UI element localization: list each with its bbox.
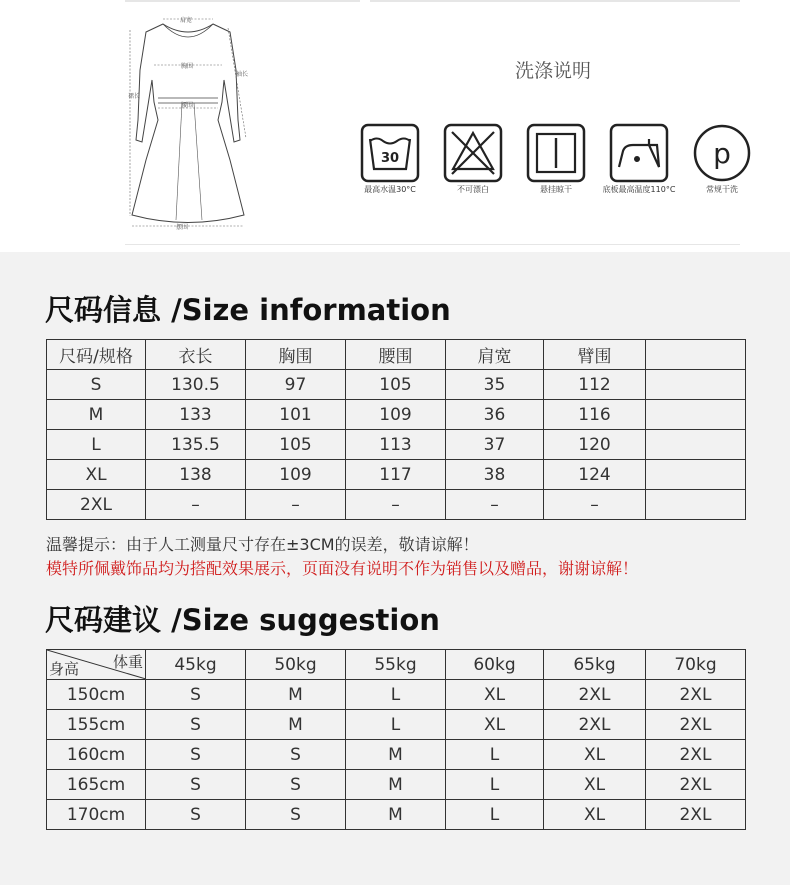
- measurement-cell: 135.5: [146, 430, 246, 460]
- measurement-cell: [646, 430, 746, 460]
- measurement-cell: 105: [246, 430, 346, 460]
- size-info-header-cell: 胸围: [246, 340, 346, 370]
- measurement-cell: 130.5: [146, 370, 246, 400]
- recommended-size-cell: M: [246, 710, 346, 740]
- recommended-size-cell: 2XL: [646, 740, 746, 770]
- measurement-cell: 120: [544, 430, 646, 460]
- size-info-header-row: [47, 340, 746, 370]
- recommended-size-cell: S: [146, 710, 246, 740]
- recommended-size-cell: L: [446, 770, 544, 800]
- recommended-size-cell: 2XL: [544, 710, 646, 740]
- weight-header-cell: 50kg: [246, 650, 346, 680]
- measurement-cell: 109: [246, 460, 346, 490]
- size-info-header-cell: 尺码/规格: [47, 340, 146, 370]
- size-info-title: 尺码信息 /Size information: [45, 293, 451, 327]
- recommended-size-cell: M: [346, 800, 446, 830]
- top-divider-right: [370, 0, 740, 2]
- measurement-cell: 116: [544, 400, 646, 430]
- size-suggestion-row: [47, 710, 746, 740]
- height-cell: 160cm: [47, 740, 146, 770]
- recommended-size-cell: S: [146, 680, 246, 710]
- measurement-cell: [646, 400, 746, 430]
- hang-dry-icon: [526, 123, 586, 183]
- care-label-wash: 最高水温30°C: [364, 185, 416, 194]
- recommended-size-cell: L: [446, 800, 544, 830]
- measurement-cell: 124: [544, 460, 646, 490]
- height-cell: 155cm: [47, 710, 146, 740]
- diagram-label-waist: 腰围: [181, 102, 194, 109]
- height-cell: 165cm: [47, 770, 146, 800]
- diagram-label-sleeve: 袖长: [236, 71, 249, 78]
- size-suggestion-row: [47, 680, 746, 710]
- size-label-cell: S: [47, 370, 146, 400]
- recommended-size-cell: M: [346, 770, 446, 800]
- weight-header-cell: 60kg: [446, 650, 544, 680]
- measurement-cell: 112: [544, 370, 646, 400]
- dry-clean-letter: p: [713, 137, 731, 170]
- size-info-row: [47, 400, 746, 430]
- measurement-cell: 117: [346, 460, 446, 490]
- size-label-cell: 2XL: [47, 490, 146, 520]
- measurement-cell: [646, 490, 746, 520]
- measurement-cell: 35: [446, 370, 544, 400]
- size-info-header-cell: 肩宽: [446, 340, 544, 370]
- recommended-size-cell: S: [146, 800, 246, 830]
- recommended-size-cell: S: [246, 800, 346, 830]
- size-suggestion-table: [46, 649, 746, 830]
- weight-header-cell: 70kg: [646, 650, 746, 680]
- wash-30-icon: [360, 123, 420, 183]
- measurement-cell: [646, 460, 746, 490]
- weight-header-cell: 55kg: [346, 650, 446, 680]
- dry-clean-p-icon: [692, 123, 752, 183]
- measurement-cell: 36: [446, 400, 544, 430]
- measurement-cell: [646, 370, 746, 400]
- measurement-cell: –: [246, 490, 346, 520]
- recommended-size-cell: XL: [544, 770, 646, 800]
- height-cell: 150cm: [47, 680, 146, 710]
- care-label-dryclean: 常规干洗: [706, 185, 738, 194]
- accessory-disclaimer: 模特所佩戴饰品均为搭配效果展示，页面没有说明不作为销售以及赠品，谢谢谅解！: [46, 559, 639, 578]
- care-panel: [0, 0, 790, 252]
- weight-header-cell: 65kg: [544, 650, 646, 680]
- recommended-size-cell: XL: [446, 680, 544, 710]
- size-info-header-cell: [646, 340, 746, 370]
- size-info-header-cell: 臂围: [544, 340, 646, 370]
- iron-110-icon: [609, 123, 669, 183]
- size-info-header-cell: 腰围: [346, 340, 446, 370]
- height-cell: 170cm: [47, 800, 146, 830]
- top-divider-left: [125, 0, 360, 2]
- size-info-row: [47, 430, 746, 460]
- corner-height-label: 身高: [49, 660, 80, 678]
- measurement-tip: 温馨提示：由于人工测量尺寸存在±3CM的误差，敬请谅解！: [46, 535, 479, 554]
- weight-height-corner-cell: [47, 650, 146, 680]
- recommended-size-cell: L: [346, 710, 446, 740]
- measurement-cell: 138: [146, 460, 246, 490]
- measurement-cell: 97: [246, 370, 346, 400]
- measurement-cell: –: [544, 490, 646, 520]
- recommended-size-cell: M: [346, 740, 446, 770]
- size-info-row: [47, 370, 746, 400]
- care-instructions-title: 洗涤说明: [514, 60, 591, 82]
- measurement-cell: –: [146, 490, 246, 520]
- size-info-header-cell: 衣长: [146, 340, 246, 370]
- recommended-size-cell: M: [246, 680, 346, 710]
- measurement-cell: 133: [146, 400, 246, 430]
- recommended-size-cell: 2XL: [646, 800, 746, 830]
- recommended-size-cell: 2XL: [646, 770, 746, 800]
- size-info-table: [46, 339, 746, 520]
- corner-weight-label: 体重: [112, 653, 143, 671]
- recommended-size-cell: L: [446, 740, 544, 770]
- size-label-cell: XL: [47, 460, 146, 490]
- recommended-size-cell: 2XL: [646, 710, 746, 740]
- recommended-size-cell: 2XL: [544, 680, 646, 710]
- size-suggestion-header-row: [47, 650, 746, 680]
- size-info-row: [47, 460, 746, 490]
- measurement-cell: 105: [346, 370, 446, 400]
- recommended-size-cell: XL: [544, 740, 646, 770]
- measurement-cell: 101: [246, 400, 346, 430]
- size-label-cell: L: [47, 430, 146, 460]
- measurement-cell: 109: [346, 400, 446, 430]
- measurement-cell: 37: [446, 430, 544, 460]
- care-label-iron: 底板最高温度110°C: [602, 185, 676, 194]
- size-suggestion-title: 尺码建议 /Size suggestion: [45, 603, 440, 637]
- diagram-label-shoulder: 肩宽: [180, 17, 193, 24]
- measurement-cell: 113: [346, 430, 446, 460]
- recommended-size-cell: L: [346, 680, 446, 710]
- diagram-label-chest: 胸围: [181, 63, 194, 70]
- diagram-label-length: 裙长: [128, 93, 141, 100]
- size-suggestion-row: [47, 800, 746, 830]
- care-label-dry: 悬挂晾干: [540, 185, 572, 194]
- weight-header-cell: 45kg: [146, 650, 246, 680]
- care-label-bleach: 不可漂白: [457, 185, 489, 194]
- recommended-size-cell: XL: [446, 710, 544, 740]
- bottom-divider: [125, 244, 740, 245]
- diagram-label-hem: 摆围: [176, 224, 189, 231]
- measurement-cell: –: [346, 490, 446, 520]
- wash-temperature-text: 30: [380, 151, 400, 166]
- recommended-size-cell: S: [246, 770, 346, 800]
- recommended-size-cell: XL: [544, 800, 646, 830]
- size-label-cell: M: [47, 400, 146, 430]
- size-suggestion-row: [47, 740, 746, 770]
- measurement-cell: 38: [446, 460, 544, 490]
- measurement-cell: –: [446, 490, 544, 520]
- recommended-size-cell: S: [146, 740, 246, 770]
- no-bleach-icon: [443, 123, 503, 183]
- dress-measurement-diagram: [118, 10, 258, 235]
- size-suggestion-row: [47, 770, 746, 800]
- recommended-size-cell: 2XL: [646, 680, 746, 710]
- size-info-row: [47, 490, 746, 520]
- recommended-size-cell: S: [246, 740, 346, 770]
- recommended-size-cell: S: [146, 770, 246, 800]
